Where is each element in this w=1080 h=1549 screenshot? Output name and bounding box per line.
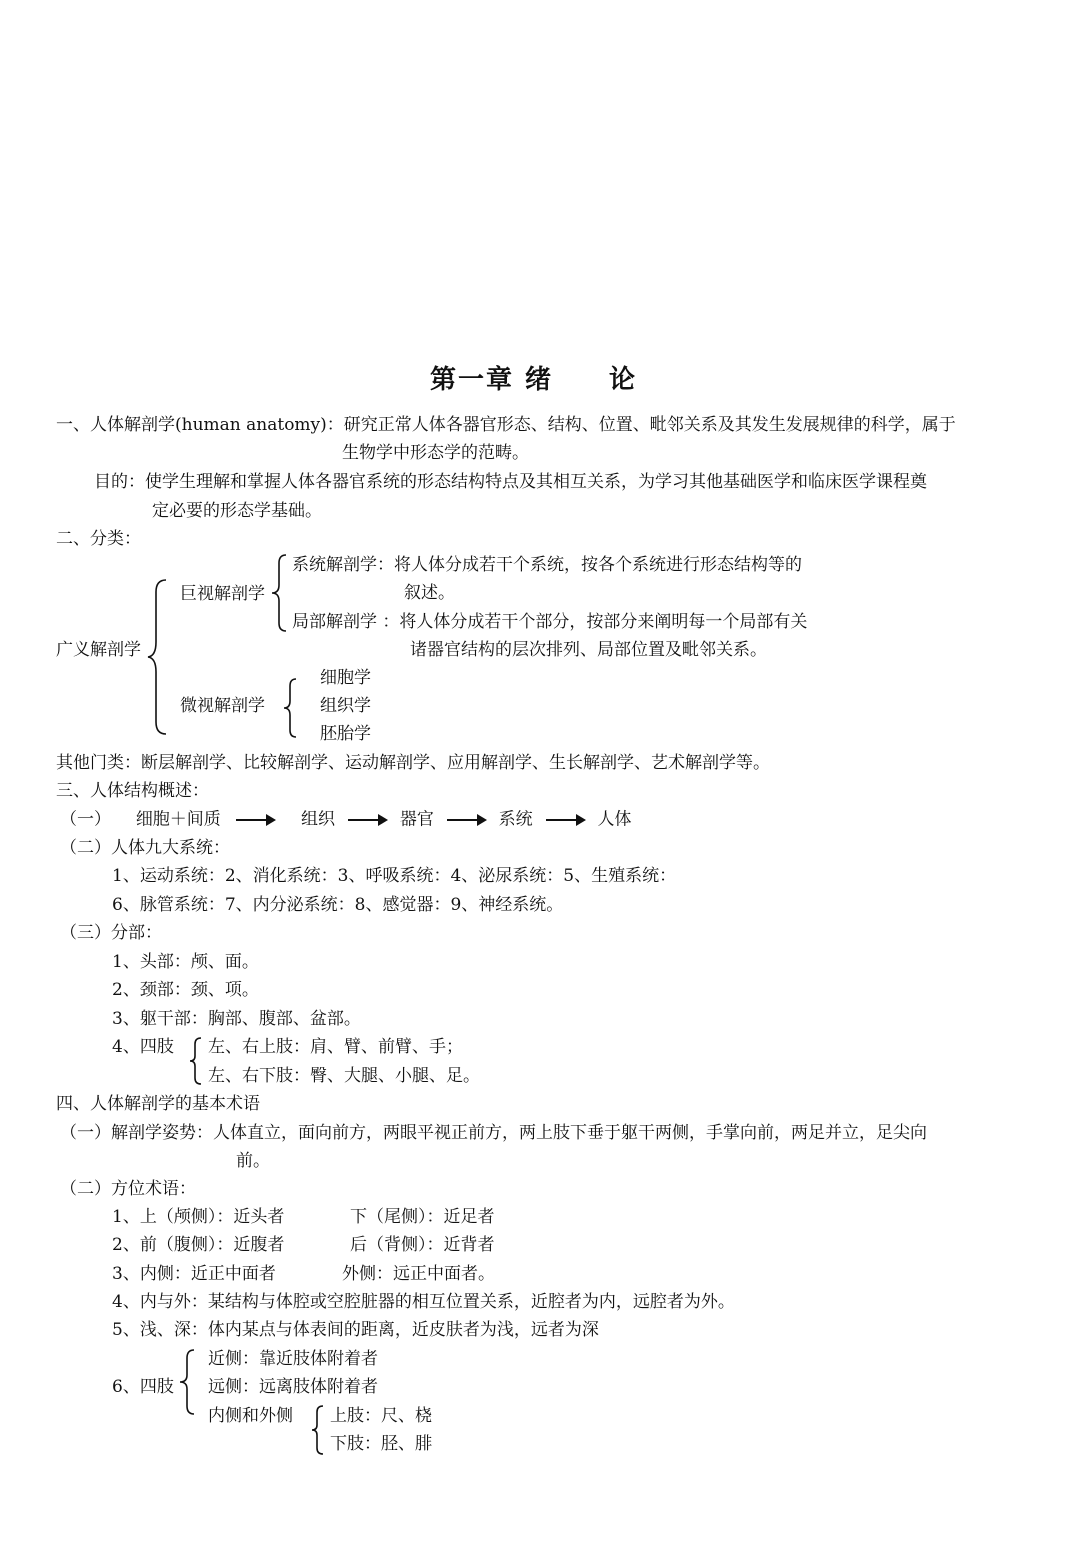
term-5: 5、浅、深：体内某点与体表间的距离，近皮肤者为浅，远者为深	[112, 1320, 599, 1340]
systemic-anatomy: 系统解剖学：将人体分成若干个系统，按各个系统进行形态结构等的	[292, 555, 802, 575]
flow-step: 细胞＋间质	[135, 809, 221, 830]
structure-flow	[60, 807, 631, 832]
other-branches: 其他门类：断层解剖学、比较解剖学、运动解剖学、应用解剖学、生长解剖学、艺术解剖学等。	[56, 753, 770, 773]
term-6-distal: 远侧：远离肢体附着者	[208, 1377, 378, 1397]
s1-purpose2: 定必要的形态学基础。	[152, 501, 322, 521]
flow-step: 人体	[597, 809, 632, 830]
micro-item: 胚胎学	[320, 724, 371, 744]
arrow-icon	[348, 819, 386, 821]
arrow-icon	[236, 819, 274, 821]
systems-line1: 1、运动系统：2、消化系统：3、呼吸系统：4、泌尿系统：5、生殖系统：	[112, 866, 677, 886]
macro-anatomy: 巨视解剖学	[180, 584, 265, 604]
part-item: 1、头部：颅、面。	[112, 952, 259, 972]
term-2b: 后（背侧）：近背者	[350, 1235, 495, 1255]
regional-cont: 诸器官结构的层次排列、局部位置及毗邻关系。	[410, 640, 767, 660]
limb-terms-brace	[178, 1348, 198, 1416]
limbs-brace	[188, 1036, 204, 1086]
part-item: 2、颈部：颈、项。	[112, 980, 259, 1000]
broad-anatomy: 广义解剖学	[56, 640, 141, 660]
micro-anatomy: 微视解剖学	[180, 696, 265, 716]
s1-purpose1: 目的：使学生理解和掌握人体各器官系统的形态结构特点及其相互关系，为学习其他基础医学和临床医学课程奠	[94, 472, 927, 492]
flow-step: 系统	[498, 809, 533, 830]
s4-heading: 四、人体解剖学的基本术语	[56, 1094, 260, 1114]
flow-label: （一）	[60, 809, 111, 830]
broad-brace	[146, 578, 168, 736]
term-6-upper: 上肢：尺、桡	[330, 1406, 432, 1426]
s1-line2: 生物学中形态学的范畴。	[342, 443, 529, 463]
part-item: 3、躯干部：胸部、腹部、盆部。	[112, 1009, 361, 1029]
micro-brace	[282, 677, 300, 739]
limbs-lower: 左、右下肢：臀、大腿、小腿、足。	[208, 1066, 480, 1086]
flow-step: 器官	[399, 809, 434, 830]
limbs-upper: 左、右上肢：肩、臂、前臂、手；	[208, 1037, 463, 1057]
term-3a: 3、内侧：近正中面者	[112, 1264, 276, 1284]
macro-brace	[270, 553, 288, 633]
limbs-label: 4、四肢	[112, 1037, 174, 1057]
medlat-brace	[310, 1404, 326, 1456]
arrow-icon	[546, 819, 584, 821]
s3-heading: 三、人体结构概述：	[56, 781, 209, 801]
arrow-icon	[447, 819, 485, 821]
systems-heading: （二）人体九大系统：	[60, 838, 230, 858]
term-1b: 下（尾侧）：近足者	[350, 1207, 495, 1227]
direction-heading: （二）方位术语：	[60, 1179, 196, 1199]
micro-item: 组织学	[320, 696, 371, 716]
s2-heading: 二、分类：	[56, 529, 141, 549]
term-6-proximal: 近侧：靠近肢体附着者	[208, 1349, 378, 1369]
term-2a: 2、前（腹侧）：近腹者	[112, 1235, 285, 1255]
anatomical-position-cont: 前。	[236, 1151, 270, 1171]
term-6-lower: 下肢：胫、腓	[330, 1434, 432, 1454]
parts-heading: （三）分部：	[60, 923, 162, 943]
flow-step: 组织	[301, 809, 336, 830]
anatomical-position: （一）解剖学姿势：人体直立，面向前方，两眼平视正前方，两上肢下垂于躯干两侧，手掌向前，两足并立，足尖向	[60, 1123, 927, 1143]
systems-line2: 6、脉管系统：7、内分泌系统：8、感觉器：9、神经系统。	[112, 895, 564, 915]
regional-anatomy: 局部解剖学 ：将人体分成若干个部分，按部分来阐明每一个局部有关	[292, 612, 808, 632]
term-4: 4、内与外：某结构与体腔或空腔脏器的相互位置关系，近腔者为内，远腔者为外。	[112, 1292, 735, 1312]
micro-item: 细胞学	[320, 668, 371, 688]
term-6-label: 6、四肢	[112, 1377, 174, 1397]
term-3b: 外侧：远正中面者。	[342, 1264, 495, 1284]
term-6-medial-lateral: 内侧和外侧	[208, 1406, 293, 1426]
term-1a: 1、上（颅侧）：近头者	[112, 1207, 285, 1227]
page-title: 第一章 绪 论	[430, 365, 638, 395]
systemic-cont: 叙述。	[404, 583, 455, 603]
s1-line1: 一、人体解剖学(human anatomy)：研究正常人体各器官形态、结构、位置、毗邻关系及其发生发展规律的科学，属于	[56, 415, 956, 435]
